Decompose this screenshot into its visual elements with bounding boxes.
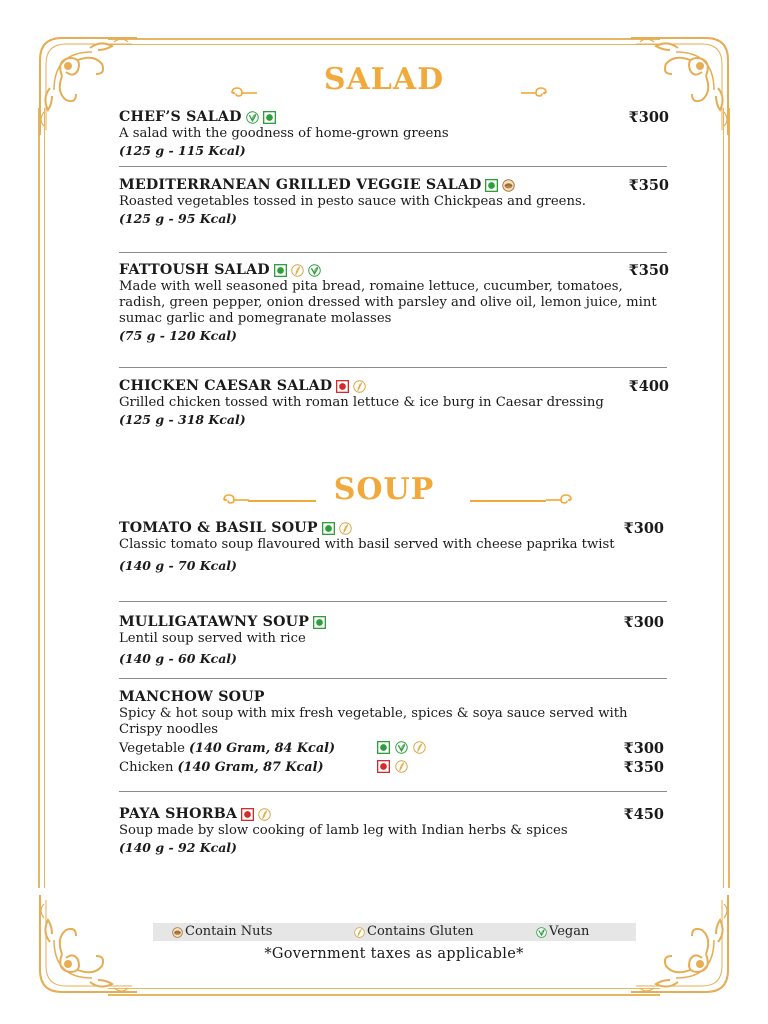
item-name: CHICKEN CAESAR SALAD [119, 378, 333, 394]
item-description: Lentil soup served with rice [119, 631, 306, 646]
menu-item-fattoush-salad [119, 262, 669, 344]
item-price: ₹350 [628, 262, 669, 279]
item-divider [119, 166, 667, 167]
soup-title-rule-right [470, 500, 546, 502]
item-kcal: (125 g - 318 Kcal) [119, 412, 246, 427]
salad-section-title: SALAD [323, 62, 445, 97]
item-name: MULLIGATAWNY SOUP [119, 614, 310, 630]
variant-kcal: (140 Gram, 84 Kcal) [189, 741, 336, 756]
item-name-row [119, 109, 669, 125]
item-name-row [119, 262, 669, 278]
veg-icon [263, 111, 276, 124]
item-price: ₹300 [623, 614, 664, 631]
item-kcal: (140 g - 70 Kcal) [119, 558, 237, 573]
vegan-icon [536, 927, 547, 938]
veg-icon [322, 522, 335, 535]
gluten-icon [353, 380, 366, 393]
ornament-corner-bottom-right [626, 890, 736, 1000]
soup-title-rule-left [248, 500, 316, 502]
allergen-legend [153, 923, 636, 941]
item-name-row [119, 520, 669, 536]
ornament-corner-bottom-left [32, 890, 142, 1000]
legend-nuts-label: Contain Nuts [185, 924, 273, 939]
nuts-icon [172, 927, 183, 938]
menu-item-mulligatawny-soup [119, 614, 669, 667]
item-price: ₹400 [628, 378, 669, 395]
vegan-icon [395, 741, 408, 754]
nonveg-icon [241, 808, 254, 821]
variant-vegetable [119, 739, 669, 758]
veg-icon [274, 264, 287, 277]
legend-nuts [172, 923, 272, 941]
item-divider [119, 367, 667, 368]
item-name: PAYA SHORBA [119, 806, 238, 822]
item-name-row [119, 378, 669, 394]
variant-name: Chicken [119, 760, 174, 775]
tax-note: *Government taxes as applicable* [264, 946, 524, 962]
menu-item-paya-shorba [119, 806, 669, 856]
item-name-row [119, 177, 669, 193]
item-name-row [119, 689, 669, 705]
menu-item-chefs-salad [119, 109, 669, 159]
item-description: A salad with the goodness of home-grown greens [119, 126, 449, 141]
item-divider [119, 791, 667, 792]
variant-icons [377, 760, 413, 773]
gluten-icon [339, 522, 352, 535]
salad-title-swirl-right [520, 86, 550, 100]
frame-top-line [108, 38, 660, 40]
soup-title-swirl-right [545, 493, 575, 507]
gluten-icon [354, 927, 365, 938]
item-description: Roasted vegetables tossed in pesto sauce with Chickpeas and greens. [119, 194, 586, 209]
variant-name: Vegetable [119, 741, 185, 756]
variant-kcal: (140 Gram, 87 Kcal) [177, 760, 324, 775]
item-name: FATTOUSH SALAD [119, 262, 270, 278]
item-description: Spicy & hot soup with mix fresh vegetable, spices & soya sauce served with Crispy noodles [119, 706, 628, 737]
item-kcal: (125 g - 95 Kcal) [119, 211, 237, 226]
item-name: CHEF’S SALAD [119, 109, 242, 125]
soup-section-title: SOUP [333, 472, 435, 507]
item-divider [119, 601, 667, 602]
gluten-icon [258, 808, 271, 821]
nonveg-icon [377, 760, 390, 773]
item-name: MANCHOW SOUP [119, 689, 265, 705]
item-kcal: (75 g - 120 Kcal) [119, 328, 237, 343]
gluten-icon [395, 760, 408, 773]
veg-icon [313, 616, 326, 629]
item-kcal: (140 g - 92 Kcal) [119, 840, 237, 855]
vegan-icon [308, 264, 321, 277]
item-kcal: (140 g - 60 Kcal) [119, 651, 237, 666]
veg-icon [485, 179, 498, 192]
variant-price: ₹300 [623, 740, 664, 757]
gluten-icon [291, 264, 304, 277]
veg-icon [377, 741, 390, 754]
legend-vegan [536, 923, 589, 941]
variant-price: ₹350 [623, 759, 664, 776]
menu-item-manchow-soup [119, 689, 669, 777]
item-description: Soup made by slow cooking of lamb leg with Indian herbs & spices [119, 823, 568, 838]
legend-vegan-label: Vegan [549, 924, 590, 939]
item-description: Made with well seasoned pita bread, romaine lettuce, cucumber, tomatoes, radish, green pepper, onion dressed with parsley and olive oil, lemon juice, mint sumac garlic and pomegranate molasses [119, 279, 657, 326]
nonveg-icon [336, 380, 349, 393]
frame-bottom-line [108, 994, 660, 996]
item-price: ₹300 [628, 109, 669, 126]
item-name: MEDITERRANEAN GRILLED VEGGIE SALAD [119, 177, 482, 193]
menu-item-chicken-caesar-salad [119, 378, 669, 428]
variant-chicken [119, 758, 669, 777]
menu-item-tomato-basil-soup [119, 520, 669, 574]
nuts-icon [502, 179, 515, 192]
item-divider [119, 252, 667, 253]
item-name-row [119, 614, 669, 630]
legend-gluten-label: Contains Gluten [367, 924, 474, 939]
item-kcal: (125 g - 115 Kcal) [119, 143, 246, 158]
frame-top-line-inner [108, 44, 660, 45]
item-description: Classic tomato soup flavoured with basil served with cheese paprika twist [119, 537, 615, 552]
vegan-icon [246, 111, 259, 124]
frame-bottom-line-inner [108, 988, 660, 989]
variant-icons [377, 741, 431, 754]
item-description: Grilled chicken tossed with roman lettuce & ice burg in Caesar dressing [119, 395, 604, 410]
item-price: ₹300 [623, 520, 664, 537]
item-price: ₹350 [628, 177, 669, 194]
item-name-row [119, 806, 669, 822]
gluten-icon [413, 741, 426, 754]
menu-item-mediterranean-salad [119, 177, 669, 227]
item-name: TOMATO & BASIL SOUP [119, 520, 318, 536]
item-price: ₹450 [623, 806, 664, 823]
legend-gluten [354, 923, 474, 941]
item-divider [119, 678, 667, 679]
